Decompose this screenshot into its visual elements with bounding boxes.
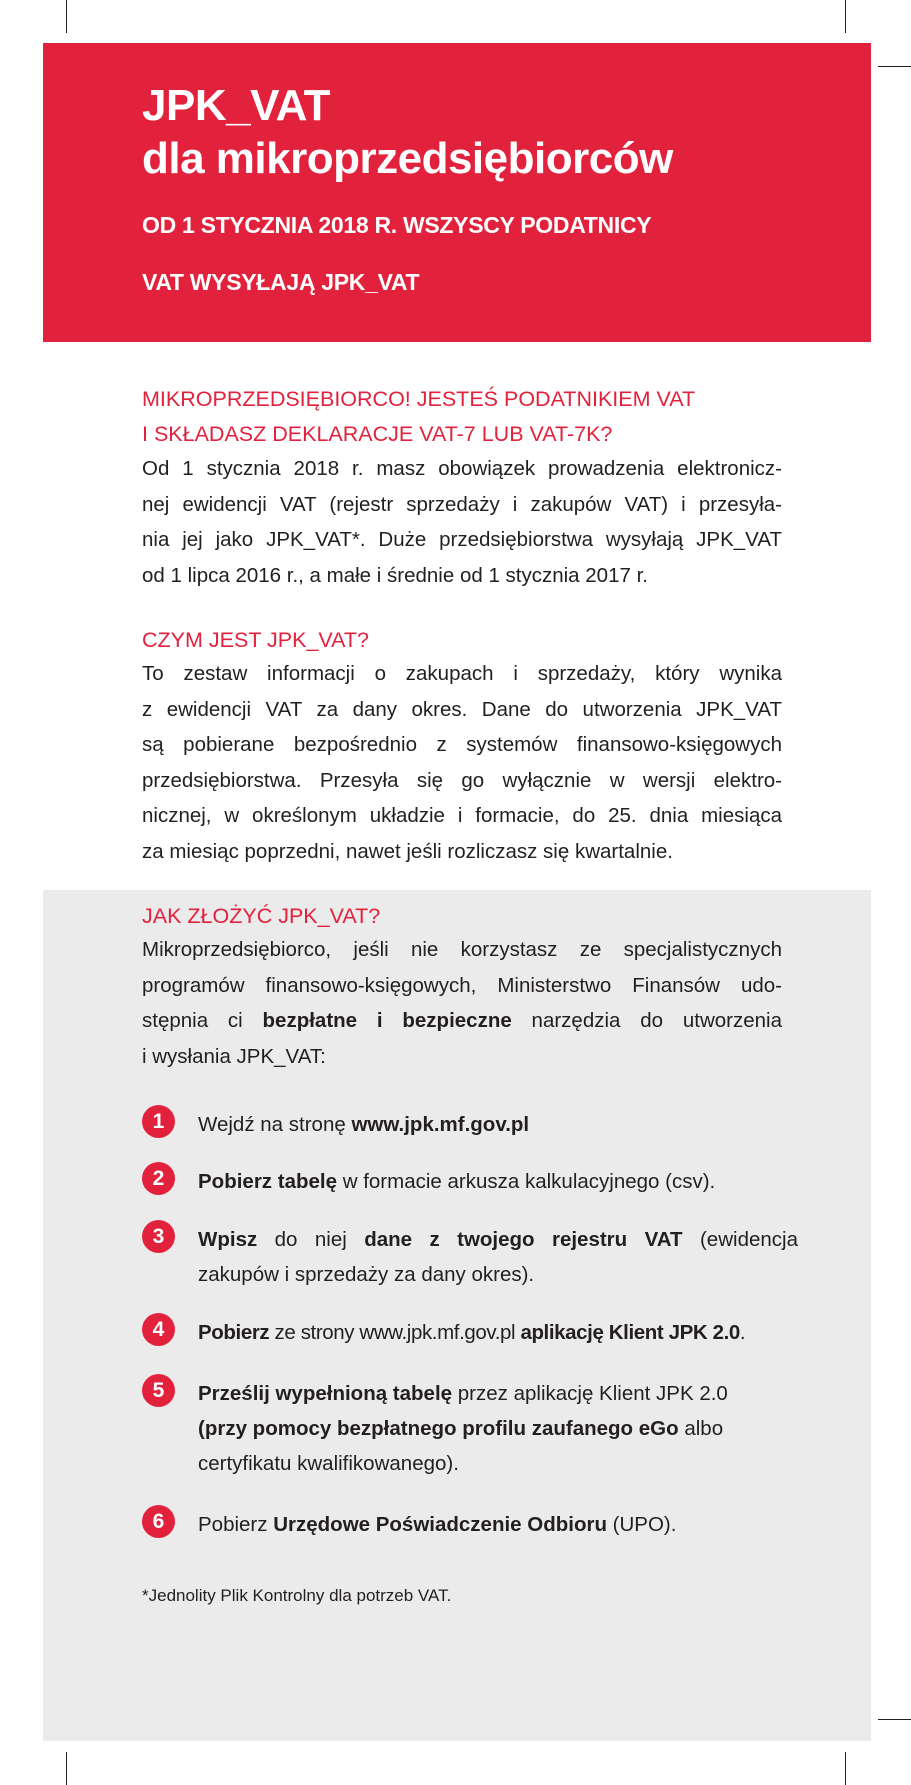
paragraph-line: stępnia ci bezpłatne i bezpieczne narzędzia do utworzenia (142, 1009, 782, 1032)
paragraph-line: z ewidencji VAT za dany okres. Dane do utworzenia JPK_VAT (142, 697, 782, 721)
page-subtitle-line2: VAT WYSYŁAJĄ JPK_VAT (142, 269, 420, 295)
paragraph-line: przedsiębiorstwa. Przesyła się go wyłącznie w wersji elektro- (142, 768, 782, 792)
crop-mark (878, 66, 911, 67)
section2-heading: CZYM JEST JPK_VAT? (142, 628, 369, 652)
step-text: Pobierz Urzędowe Poświadczenie Odbioru (UPO). (198, 1513, 677, 1536)
website-link[interactable]: www.jpk.mf.gov.pl (351, 1113, 530, 1136)
crop-mark (845, 0, 846, 33)
paragraph-line: nicznej, w określonym układzie i formacie, do 25. dnia miesiąca (142, 804, 782, 827)
step-number-badge: 6 (142, 1505, 175, 1538)
section3-paragraph (142, 932, 782, 1074)
step-text: Pobierz ze strony www.jpk.mf.gov.pl aplikację Klient JPK 2.0. (198, 1321, 746, 1344)
section2-paragraph (142, 656, 782, 869)
step-text: Wejdź na stronę www.jpk.mf.gov.pl (198, 1113, 530, 1136)
page-subtitle: OD 1 STYCZNIA 2018 R. WSZYSCY PODATNICY (142, 212, 652, 238)
section3-heading: JAK ZŁOŻYĆ JPK_VAT? (142, 904, 381, 928)
step-text: Wpisz do niej dane z twojego rejestru VAT (ewidencja zakupów i sprzedaży za dany okres). (198, 1228, 798, 1286)
crop-mark (878, 1719, 911, 1720)
page-title: JPK_VAT (142, 81, 331, 130)
paragraph-line: od 1 lipca 2016 r., a małe i średnie od 1 stycznia 2017 r. (142, 563, 648, 587)
footnote: *Jednolity Plik Kontrolny dla potrzeb VAT. (142, 1586, 452, 1605)
paragraph-line: nej ewidencji VAT (rejestr sprzedaży i zakupów VAT) i przesyła- (142, 492, 782, 516)
paragraph-line: To zestaw informacji o zakupach i sprzedaży, który wynika (142, 662, 782, 685)
crop-mark (66, 0, 67, 33)
paragraph-line: za miesiąc poprzedni, nawet jeśli rozliczasz się kwartalnie. (142, 839, 673, 863)
section1-paragraph (142, 451, 782, 593)
step-number-badge: 3 (142, 1220, 175, 1253)
step-text: Prześlij wypełnioną tabelę przez aplikację Klient JPK 2.0 (przy pomocy bezpłatnego profilu zaufanego eGo albo certyfikatu kwalifikowanego). (198, 1382, 728, 1475)
paragraph-line: nia jej jako JPK_VAT*. Duże przedsiębiorstwa wysyłają JPK_VAT (142, 528, 782, 551)
step-number-badge: 5 (142, 1374, 175, 1407)
paragraph-line: i wysłania JPK_VAT: (142, 1044, 326, 1068)
crop-mark (845, 1752, 846, 1785)
crop-mark (66, 1752, 67, 1785)
paragraph-line: Od 1 stycznia 2018 r. masz obowiązek prowadzenia elektronicz- (142, 457, 782, 480)
step-text: Pobierz tabelę w formacie arkusza kalkulacyjnego (csv). (198, 1170, 716, 1193)
step-number-badge: 2 (142, 1162, 175, 1195)
section1-heading-line2: I SKŁADASZ DEKLARACJE VAT-7 LUB VAT-7K? (142, 422, 613, 446)
page-title-line2: dla mikroprzedsiębiorców (142, 134, 673, 183)
step-number-badge: 4 (142, 1313, 175, 1346)
paragraph-line: są pobierane bezpośrednio z systemów finansowo-księgowych (142, 733, 782, 756)
paragraph-line: programów finansowo-księgowych, Ministerstwo Finansów udo- (142, 973, 782, 997)
paragraph-line: Mikroprzedsiębiorco, jeśli nie korzystasz ze specjalistycznych (142, 938, 782, 961)
step-number-badge: 1 (142, 1105, 175, 1138)
section1-heading: MIKROPRZEDSIĘBIORCO! JESTEŚ PODATNIKIEM VAT (142, 387, 696, 411)
